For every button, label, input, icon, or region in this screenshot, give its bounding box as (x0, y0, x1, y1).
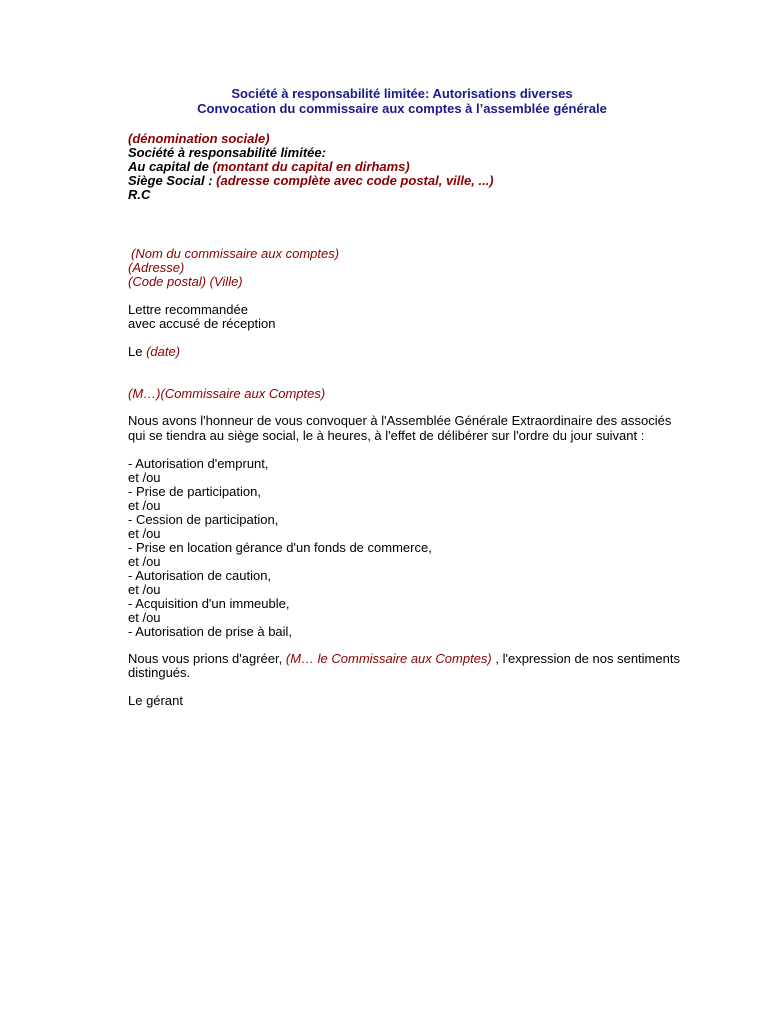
agenda-item: et /ou (128, 470, 161, 485)
agenda-item: et /ou (128, 582, 161, 597)
closing-line-2: distingués. (128, 665, 191, 680)
agenda-item: - Cession de participation, (128, 512, 279, 527)
company-type: Société à responsabilité limitée: (128, 145, 326, 160)
recipient-postal-city: (Code postal) (Ville) (128, 274, 243, 289)
closing-suffix: , l'expression de nos sentiments (495, 651, 680, 666)
company-capital (128, 160, 410, 174)
body-para-line-1: Nous avons l'honneur de vous convoquer à l'Assemblée Générale Extraordinaire des associés (128, 413, 672, 428)
closing-placeholder: (M… le Commissaire aux Comptes) (285, 651, 492, 666)
agenda-item: - Prise de participation, (128, 484, 261, 499)
title-line-1: Société à responsabilité limitée: Autorisations diverses (231, 86, 573, 101)
capital-placeholder: (montant du capital en dirhams) (212, 159, 410, 174)
mailing-line-2: avec accusé de réception (128, 316, 276, 331)
recipient-address: (Adresse) (128, 260, 185, 275)
mailing-line-1: Lettre recommandée (128, 302, 248, 317)
title-line-2: Convocation du commissaire aux comptes à l’assemblée générale (197, 101, 607, 116)
capital-label: Au capital de (128, 159, 209, 174)
recipient-name: (Nom du commissaire aux comptes) (131, 246, 340, 261)
date-line (128, 345, 180, 359)
signature: Le gérant (128, 693, 183, 708)
date-placeholder: (date) (146, 344, 181, 359)
date-label: Le (128, 344, 143, 359)
agenda-item: - Autorisation de caution, (128, 568, 272, 583)
body-para-line-2: qui se tiendra au siège social, le à heures, à l'effet de délibérer sur l'ordre du jour suivant : (128, 428, 645, 443)
salutation: (M…)(Commissaire aux Comptes) (128, 386, 326, 401)
agenda-item: et /ou (128, 554, 161, 569)
closing-line-1 (128, 652, 680, 666)
company-rc: R.C (128, 187, 151, 202)
agenda-item: et /ou (128, 526, 161, 541)
agenda-item: - Acquisition d'un immeuble, (128, 596, 290, 611)
agenda-item: et /ou (128, 498, 161, 513)
company-name-placeholder: (dénomination sociale) (128, 131, 270, 146)
closing-prefix: Nous vous prions d'agréer, (128, 651, 283, 666)
agenda-item: et /ou (128, 610, 161, 625)
seat-label: Siège Social : (128, 173, 213, 188)
agenda-item: - Autorisation d'emprunt, (128, 456, 269, 471)
agenda-item: - Autorisation de prise à bail, (128, 624, 293, 639)
seat-placeholder: (adresse complète avec code postal, ville, ...) (216, 173, 494, 188)
agenda-item: - Prise en location gérance d'un fonds de commerce, (128, 540, 432, 555)
company-seat (128, 174, 494, 188)
